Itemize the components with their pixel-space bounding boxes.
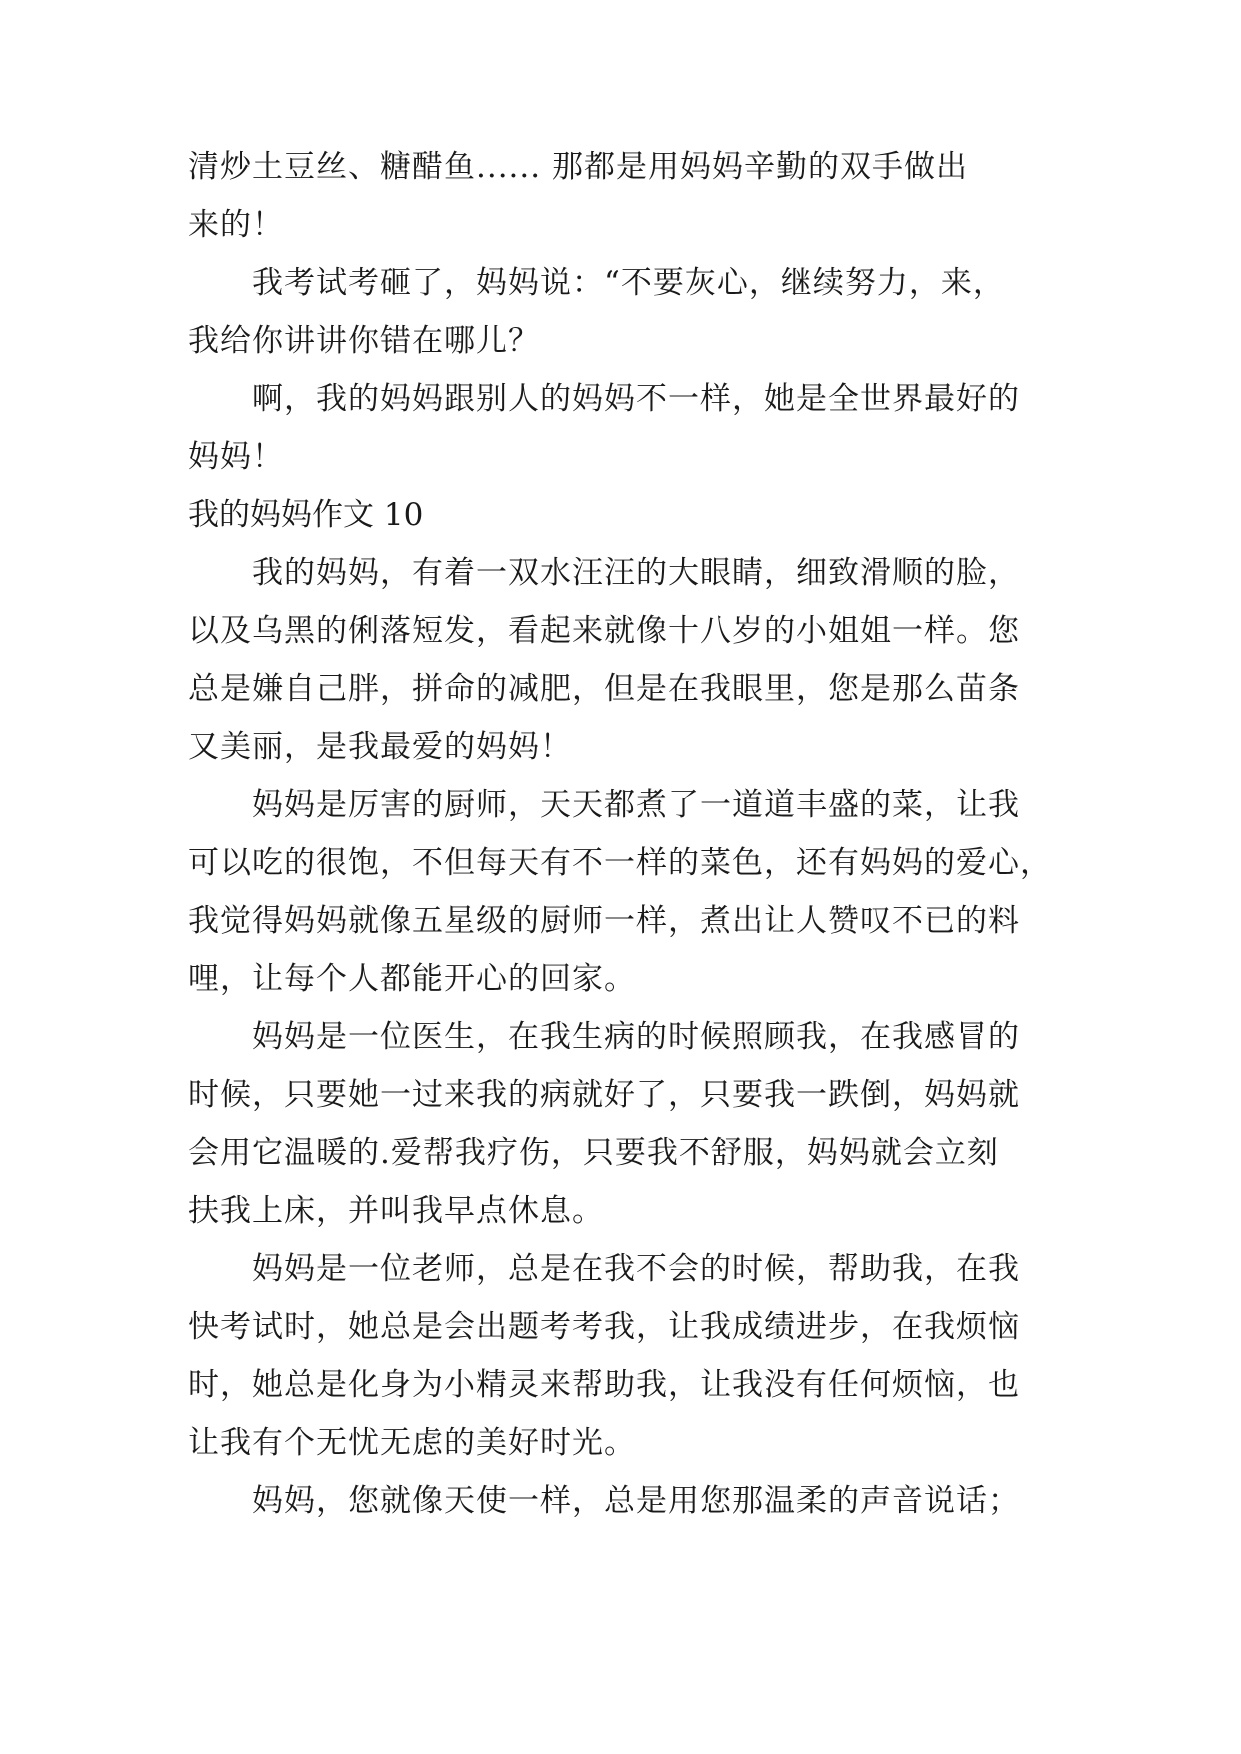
paragraph-line: 时候，只要她一过来我的病就好了，只要我一跌倒，妈妈就 — [188, 1077, 1020, 1113]
paragraph-line: 快考试时，她总是会出题考考我，让我成绩进步，在我烦恼 — [188, 1309, 1020, 1345]
paragraph-line: 扶我上床，并叫我早点休息。 — [188, 1193, 604, 1229]
paragraph-line: 妈妈是一位医生，在我生病的时候照顾我，在我感冒的 — [252, 1019, 1020, 1055]
paragraph-line: 让我有个无忧无虑的美好时光。 — [188, 1425, 636, 1461]
paragraph-line: 我觉得妈妈就像五星级的厨师一样，煮出让人赞叹不已的料 — [188, 903, 1020, 939]
essay-heading: 我的妈妈作文 10 — [188, 497, 424, 533]
paragraph-line: 可以吃的很饱，不但每天有不一样的菜色，还有妈妈的爱心， — [188, 845, 1052, 881]
paragraph-line: 会用它温暖的.爱帮我疗伤，只要我不舒服，妈妈就会立刻 — [188, 1135, 999, 1171]
paragraph-line: 又美丽，是我最爱的妈妈！ — [188, 729, 572, 765]
paragraph-line: 总是嫌自己胖，拼命的减肥，但是在我眼里，您是那么苗条 — [188, 671, 1020, 707]
paragraph-line: 以及乌黑的俐落短发，看起来就像十八岁的小姐姐一样。您 — [188, 613, 1020, 649]
paragraph-line: 我考试考砸了，妈妈说：“不要灰心，继续努力，来， — [252, 265, 1005, 301]
paragraph-line: 啊，我的妈妈跟别人的妈妈不一样，她是全世界最好的 — [252, 381, 1020, 417]
paragraph-line: 哩，让每个人都能开心的回家。 — [188, 961, 636, 997]
paragraph-line: 妈妈！ — [188, 439, 284, 475]
paragraph-line: 妈妈，您就像天使一样，总是用您那温柔的声音说话； — [252, 1483, 1020, 1519]
paragraph-line: 清炒土豆丝、糖醋鱼...... 那都是用妈妈辛勤的双手做出 — [188, 149, 968, 185]
paragraph-line: 妈妈是厉害的厨师，天天都煮了一道道丰盛的菜，让我 — [252, 787, 1020, 823]
paragraph-line: 我的妈妈，有着一双水汪汪的大眼睛，细致滑顺的脸， — [252, 555, 1020, 591]
paragraph-line: 来的！ — [188, 207, 284, 243]
essay-text — [188, 138, 1058, 1530]
paragraph-line: 妈妈是一位老师，总是在我不会的时候，帮助我，在我 — [252, 1251, 1020, 1287]
paragraph-line: 我给你讲讲你错在哪儿？ — [188, 323, 540, 359]
paragraph-line: 时，她总是化身为小精灵来帮助我，让我没有任何烦恼，也 — [188, 1367, 1020, 1403]
